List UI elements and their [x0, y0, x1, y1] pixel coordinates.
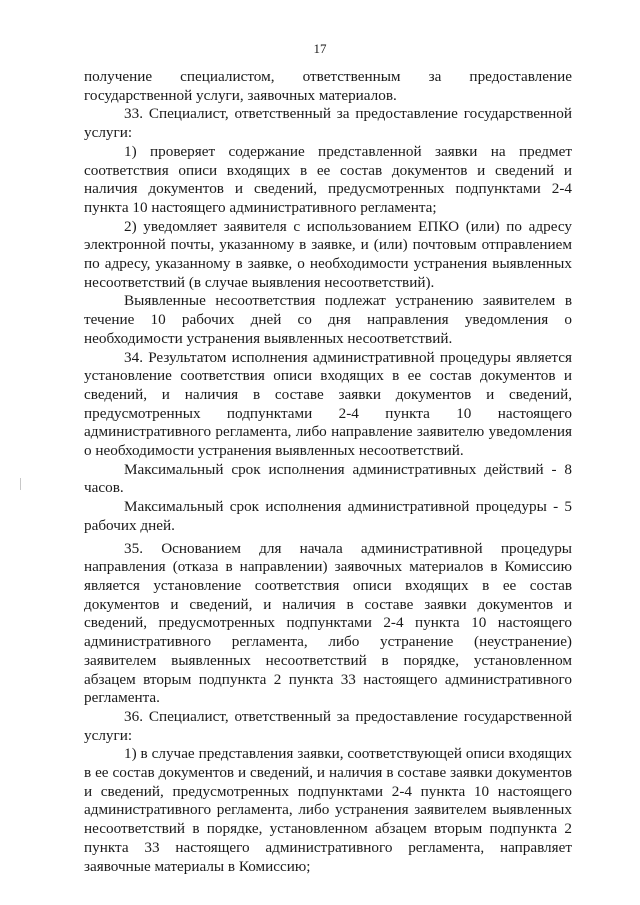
paragraph-p5: Выявленные несоответствия подлежат устранению заявителем в течение 10 рабочих дней со дня направления уведомления о необходимости устранения выявленных несоответствий.	[84, 292, 572, 347]
paragraph-p4: 2) уведомляет заявителя с использованием ЕПКО (или) по адресу электронной почты, указанному в заявке, и (или) почтовым отправлением по адресу, указанному в заявке, о необходимости устранения выявленных несоответствий (в случае выявления несоответствий).	[84, 217, 572, 291]
document-body	[84, 68, 572, 876]
paragraph-p10: 36. Специалист, ответственный за предоставление государственной услуги:	[84, 707, 572, 744]
paragraph-p9: 35. Основанием для начала административной процедуры направления (отказа в направлении) заявочных материалов в Комиссию является установление соответствия описи входящих в ее состав документов и сведений, и наличия в составе заявки документов и сведений, предусмотренных подпунктами 2-4 пункта 10 настоящего административного регламента, либо устранение (неустранение) заявителем выявленных несоответствий в порядке, установленном абзацем вторым подпункта 2 пункта 33 настоящего административного регламента.	[84, 539, 572, 707]
paragraph-p6: 34. Результатом исполнения административной процедуры является установление соответствия описи входящих в ее состав документов и сведений, и наличия в составе заявки документов и сведений, предусмотренных подпунктами 2-4 пункта 10 настоящего административного регламента, либо направление заявителю уведомления о необходимости устранения выявленных несоответствий.	[84, 348, 572, 460]
paragraph-p8: Максимальный срок исполнения административной процедуры - 5 рабочих дней.	[84, 498, 572, 534]
scan-margin-mark	[20, 478, 21, 490]
page-number: 17	[313, 41, 327, 56]
paragraph-p3: 1) проверяет содержание представленной заявки на предмет соответствия описи входящих в ее состав документов и сведений и наличия документов и сведений, предусмотренных подпунктами 2-4 пункта 10 настоящего административного регламента;	[84, 142, 572, 216]
paragraph-p11: 1) в случае представления заявки, соответствующей описи входящих в ее состав документов и сведений, и наличия в составе заявки документов и сведений, предусмотренных подпунктами 2-4 пункта 10 настоящего административного регламента, либо устранения заявителем выявленных несоответствий в порядке, установленном абзацем вторым подпункта 2 пункта 33 настоящего административного регламента, направляет заявочные материалы в Комиссию;	[84, 745, 572, 875]
paragraph-p1: получение специалистом, ответственным за предоставление государственной услуги, заявочных материалов.	[84, 68, 572, 104]
paragraph-p2: 33. Специалист, ответственный за предоставление государственной услуги:	[84, 105, 572, 142]
paragraph-p7: Максимальный срок исполнения административных действий - 8 часов.	[84, 460, 572, 497]
